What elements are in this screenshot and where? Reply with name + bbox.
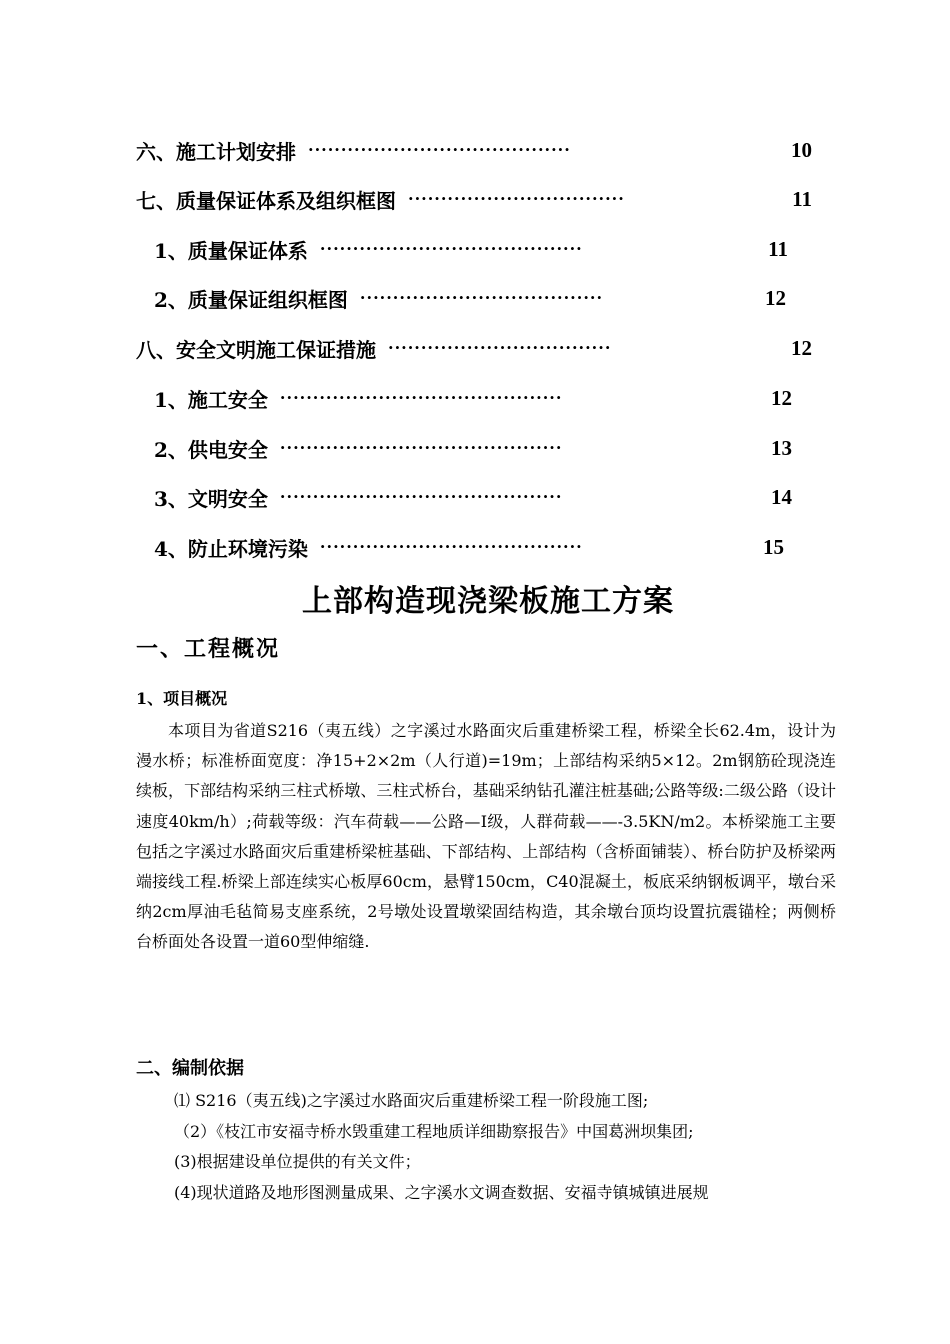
toc-label: 4、防止环境污染 bbox=[154, 536, 308, 561]
toc-row[interactable] bbox=[154, 282, 786, 314]
toc-label: 2、质量保证组织框图 bbox=[154, 287, 348, 312]
toc-page-number: 12 bbox=[771, 385, 792, 410]
toc-page-number: 13 bbox=[771, 435, 792, 460]
project-overview-paragraph bbox=[136, 716, 836, 958]
toc-leader-dots: ··········································· bbox=[279, 388, 563, 407]
toc-leader-dots: ········································ bbox=[308, 140, 571, 159]
toc-label: 六、施工计划安排 bbox=[136, 139, 296, 164]
toc-row[interactable] bbox=[154, 382, 792, 414]
toc-page-number: 12 bbox=[765, 285, 786, 310]
toc-row[interactable] bbox=[154, 531, 784, 563]
section-heading-overview: 一、工程概况 bbox=[136, 636, 281, 662]
toc-label: 七、质量保证体系及组织框图 bbox=[136, 188, 396, 213]
paragraph-text: 本项目为省道S216（夷五线）之字溪过水路面灾后重建桥梁工程，桥梁全长62.4m，设计为漫水桥；标准桥面宽度：净15+2×2m（人行道)=19m；上部结构采纳5×12。2m钢筋砼现浇连续板，下部结构采纳三柱式桥墩、三柱式桥台，基础采纳钻孔灌注桩基础;公路等级:二级公路（设计速度40km/h）;荷载等级：汽车荷载——公路—Ⅰ级，人群荷载——-3.5KN/m2。本桥梁施工主要包括之字溪过水路面灾后重建桥梁桩基础、下部结构、上部结构（含桥面铺装）、桥台防护及桥梁两端接线工程.桥梁上部连续实心板厚60cm，悬臂150cm，C40混凝土，板底采纳钢板调平，墩台采纳2cm厚油毛毡简易支座系统，2号墩处设置墩梁固结构造，其余墩台顶均设置抗震锚栓；两侧桥台桥面处各设置一道60型伸缩缝. bbox=[136, 721, 836, 952]
toc-row[interactable] bbox=[154, 233, 788, 265]
toc-page-number: 11 bbox=[792, 186, 812, 211]
toc-label: 2、供电安全 bbox=[154, 437, 268, 462]
toc-page-number: 14 bbox=[771, 484, 792, 509]
toc-page-number: 15 bbox=[763, 534, 784, 559]
toc-leader-dots: ····································· bbox=[359, 288, 604, 307]
toc-label: 八、安全文明施工保证措施 bbox=[136, 337, 376, 362]
toc-leader-dots: ········································ bbox=[319, 537, 583, 556]
toc-label: 3、文明安全 bbox=[154, 486, 268, 511]
toc-leader-dots: ········································ bbox=[319, 239, 583, 258]
toc-row[interactable] bbox=[136, 183, 812, 215]
basis-list-item: ⑴ S216（夷五线)之字溪过水路面灾后重建桥梁工程一阶段施工图; bbox=[174, 1091, 649, 1110]
toc-row[interactable] bbox=[136, 332, 812, 364]
subsection-heading-project: 1、项目概况 bbox=[136, 689, 228, 708]
basis-list-item: （2）《枝江市安福寺桥水毁重建工程地质详细勘察报告》中国葛洲坝集团; bbox=[174, 1121, 694, 1141]
toc-row[interactable] bbox=[154, 481, 792, 513]
toc-leader-dots: ·································· bbox=[388, 338, 612, 357]
toc-page-number: 12 bbox=[791, 335, 812, 360]
toc-row[interactable] bbox=[136, 134, 812, 166]
toc-page-number: 11 bbox=[768, 236, 788, 261]
basis-list bbox=[174, 1086, 854, 1208]
document-title: 上部构造现浇梁板施工方案 bbox=[302, 584, 674, 619]
toc-label: 1、施工安全 bbox=[154, 387, 268, 412]
toc-leader-dots: ··········································· bbox=[279, 438, 563, 457]
toc-label: 1、质量保证体系 bbox=[154, 238, 308, 263]
basis-list-item: (4)现状道路及地形图测量成果、之字溪水文调查数据、安福寺镇城镇进展规 bbox=[174, 1182, 709, 1202]
basis-list-item: (3)根据建设单位提供的有关文件； bbox=[174, 1152, 421, 1171]
toc-page-number: 10 bbox=[791, 137, 812, 162]
toc-leader-dots: ··········································· bbox=[279, 487, 563, 506]
toc-leader-dots: ································· bbox=[408, 189, 625, 208]
toc-row[interactable] bbox=[154, 432, 792, 464]
section-heading-basis: 二、编制依据 bbox=[136, 1058, 244, 1079]
